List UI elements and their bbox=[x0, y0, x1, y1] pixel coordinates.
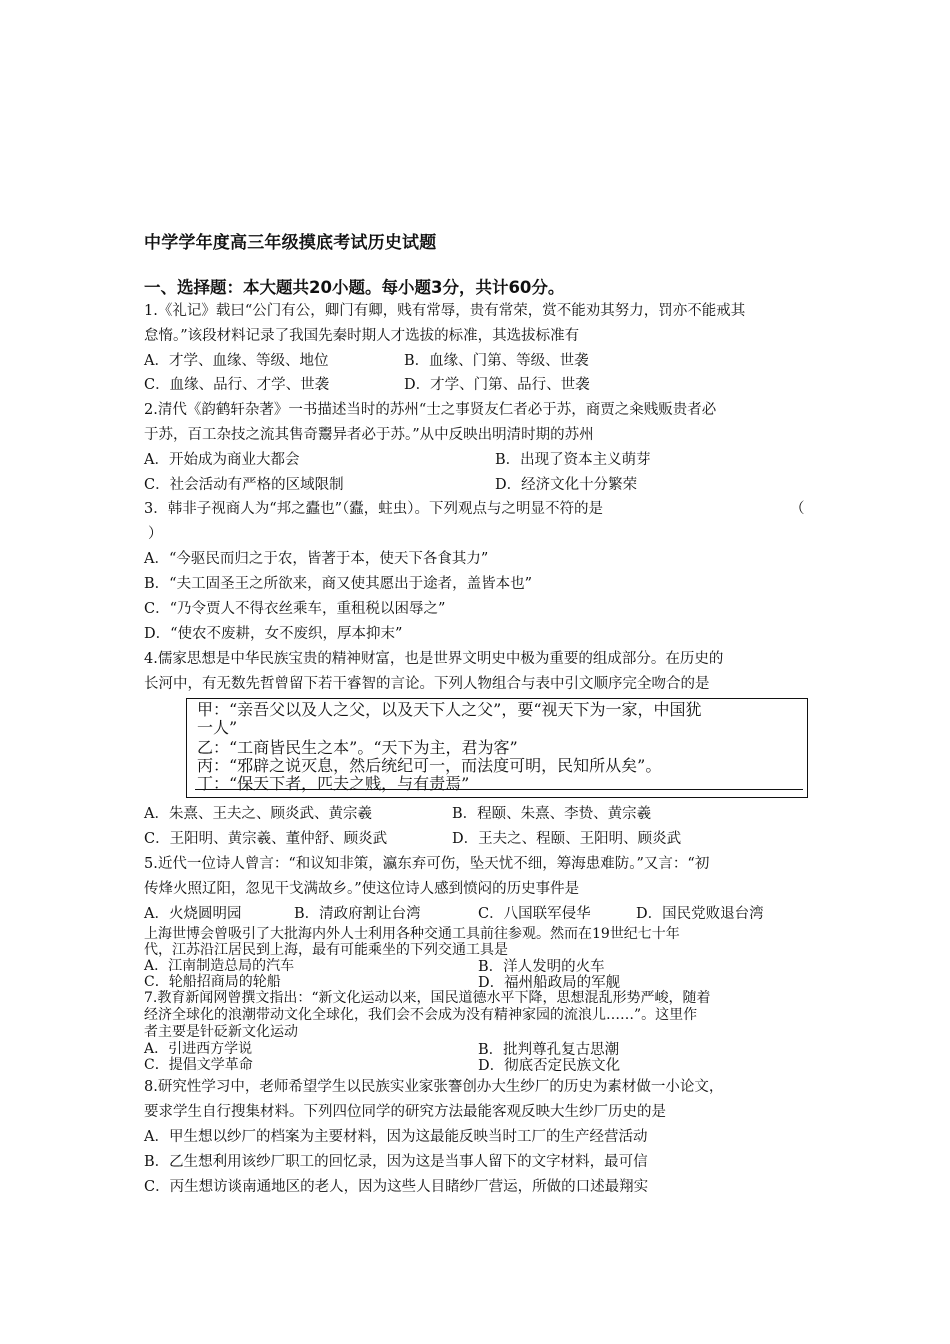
q6-option-b: B．洋人发明的火车 bbox=[478, 959, 605, 975]
q8-stem-line1: 8.研究性学习中，老师希望学生以民族实业家张謇创办大生纱厂的历史为素材做一小论文， bbox=[144, 1079, 724, 1095]
quote-yi: 乙：“工商皆民生之本”。“天下为主，君为客” bbox=[197, 738, 518, 757]
q5-option-b: B．清政府割让台湾 bbox=[294, 906, 421, 922]
q3-stem: 3．韩非子视商人为“邦之蠹也”（蠹，蛀虫）。下列观点与之明显不符的是 bbox=[144, 501, 604, 517]
q4-option-a: A．朱熹、王夫之、顾炎武、黄宗羲 bbox=[144, 806, 372, 822]
q3-option-b: B．“夫工固圣王之所欲来，商又使其愿出于途者，盖皆本也” bbox=[144, 576, 532, 592]
quote-bing: 丙：“邪辟之说灭息，然后统纪可一，而法度可明，民知所从矣”。 bbox=[197, 756, 662, 775]
q6-stem-line1: 上海世博会曾吸引了大批海内外人士利用各种交通工具前往参观。然而在19世纪七十年 bbox=[144, 926, 680, 942]
q1-option-d: D．才学、门第、品行、世袭 bbox=[404, 377, 590, 393]
quote-ding: 丁：“保天下者，匹夫之贱，与有责焉” bbox=[197, 774, 470, 793]
q8-option-c: C．丙生想访谈南通地区的老人，因为这些人目睹纱厂营运，所做的口述最翔实 bbox=[144, 1179, 649, 1195]
q2-option-d: D．经济文化十分繁荣 bbox=[495, 477, 638, 493]
quote-underline bbox=[195, 789, 803, 790]
quote-jia: 甲：“亲吾父以及人之父，以及天下人之父”，要“视天下为一家，中国犹 bbox=[197, 700, 702, 719]
q2-stem-line2: 于苏，百工杂技之流其售奇鬻异者必于苏。”从中反映出明清时期的苏州 bbox=[144, 427, 594, 443]
q5-option-d: D．国民党败退台湾 bbox=[636, 906, 764, 922]
q7-stem-line3: 者主要是针砭新文化运动 bbox=[144, 1024, 298, 1040]
q4-stem-line2: 长河中，有无数先哲曾留下若干睿智的言论。下列人物组合与表中引文顺序完全吻合的是 bbox=[144, 676, 710, 692]
exam-title: 中学学年度高三年级摸底考试历史试题 bbox=[144, 233, 437, 253]
q5-stem-line1: 5.近代一位诗人曾言：“和议知非策，瀛东弃可伤，坠天忧不细，筹海患难防。”又言：“初 bbox=[144, 856, 710, 872]
quote-jia-cont: 一人” bbox=[197, 718, 238, 737]
q8-option-a: A．甲生想以纱厂的档案为主要材料，因为这最能反映当时工厂的生产经营活动 bbox=[144, 1129, 648, 1145]
q1-option-c: C．血缘、品行、才学、世袭 bbox=[144, 377, 330, 393]
q4-option-c: C．王阳明、黄宗羲、董仲舒、顾炎武 bbox=[144, 831, 388, 847]
q1-option-b: B．血缘、门第、等级、世袭 bbox=[404, 353, 589, 369]
q2-option-a: A．开始成为商业大都会 bbox=[144, 452, 300, 468]
q2-option-b: B．出现了资本主义萌芽 bbox=[495, 452, 651, 468]
q1-stem-line2: 怠惰。”该段材料记录了我国先秦时期人才选拔的标准，其选拔标准有 bbox=[144, 328, 580, 344]
q7-option-d: D．彻底否定民族文化 bbox=[478, 1058, 621, 1074]
q6-option-c: C．轮船招商局的轮船 bbox=[144, 974, 281, 990]
q6-option-d: D．福州船政局的军舰 bbox=[478, 975, 621, 991]
q1-stem-line1: 1.《礼记》载曰“公门有公，卿门有卿，贱有常辱，贵有常荣，赏不能劝其努力，罚亦不能戒其 bbox=[144, 303, 746, 319]
section-heading: 一、选择题：本大题共20小题。每小题3分，共计60分。 bbox=[144, 278, 565, 297]
q1-option-a: A．才学、血缘、等级、地位 bbox=[144, 353, 329, 369]
q4-stem-line1: 4.儒家思想是中华民族宝贵的精神财富，也是世界文明史中极为重要的组成部分。在历史的 bbox=[144, 651, 724, 667]
q7-option-a: A．引进西方学说 bbox=[144, 1041, 253, 1057]
q7-stem-line1: 7.教育新闻网曾撰文指出：“新文化运动以来，国民道德水平下降，思想混乱形势严峻，随着 bbox=[144, 990, 711, 1006]
q3-paren-close: ） bbox=[148, 526, 163, 542]
q6-stem-line2: 代，江苏沿江居民到上海，最有可能乘坐的下列交通工具是 bbox=[144, 942, 508, 958]
q3-paren-open: （ bbox=[790, 501, 805, 517]
q2-stem-line1: 2.清代《韵鹤轩杂著》一书描述当时的苏州“士之事贤友仁者必于苏，商贾之籴贱贩贵者必 bbox=[144, 402, 717, 418]
quote-box bbox=[186, 698, 808, 798]
q8-option-b: B．乙生想利用该纱厂职工的回忆录，因为这是当事人留下的文字材料，最可信 bbox=[144, 1154, 648, 1170]
q6-option-a: A．江南制造总局的汽车 bbox=[144, 958, 295, 974]
q7-option-c: C．提倡文学革命 bbox=[144, 1057, 253, 1073]
q7-stem-line2: 经济全球化的浪潮带动文化全球化，我们会不会成为没有精神家园的流浪儿……”。这里作 bbox=[144, 1007, 698, 1023]
q2-option-c: C．社会活动有严格的区域限制 bbox=[144, 477, 344, 493]
q3-option-d: D．“使农不废耕，女不废织，厚本抑末” bbox=[144, 626, 403, 642]
q4-option-b: B．程颐、朱熹、李贽、黄宗羲 bbox=[452, 806, 652, 822]
q4-option-d: D．王夫之、程颐、王阳明、顾炎武 bbox=[452, 831, 682, 847]
q8-stem-line2: 要求学生自行搜集材料。下列四位同学的研究方法最能客观反映大生纱厂历史的是 bbox=[144, 1104, 666, 1120]
q5-option-c: C．八国联军侵华 bbox=[478, 906, 591, 922]
q7-option-b: B．批判尊孔复古思潮 bbox=[478, 1042, 620, 1058]
q3-option-c: C．“乃令贾人不得衣丝乘车，重租税以困辱之” bbox=[144, 601, 446, 617]
q5-stem-line2: 传烽火照辽阳，忽见干戈满故乡。”使这位诗人感到愤闷的历史事件是 bbox=[144, 881, 580, 897]
q3-option-a: A．“今驱民而归之于农，皆著于本，使天下各食其力” bbox=[144, 551, 489, 567]
q5-option-a: A．火烧圆明园 bbox=[144, 906, 242, 922]
